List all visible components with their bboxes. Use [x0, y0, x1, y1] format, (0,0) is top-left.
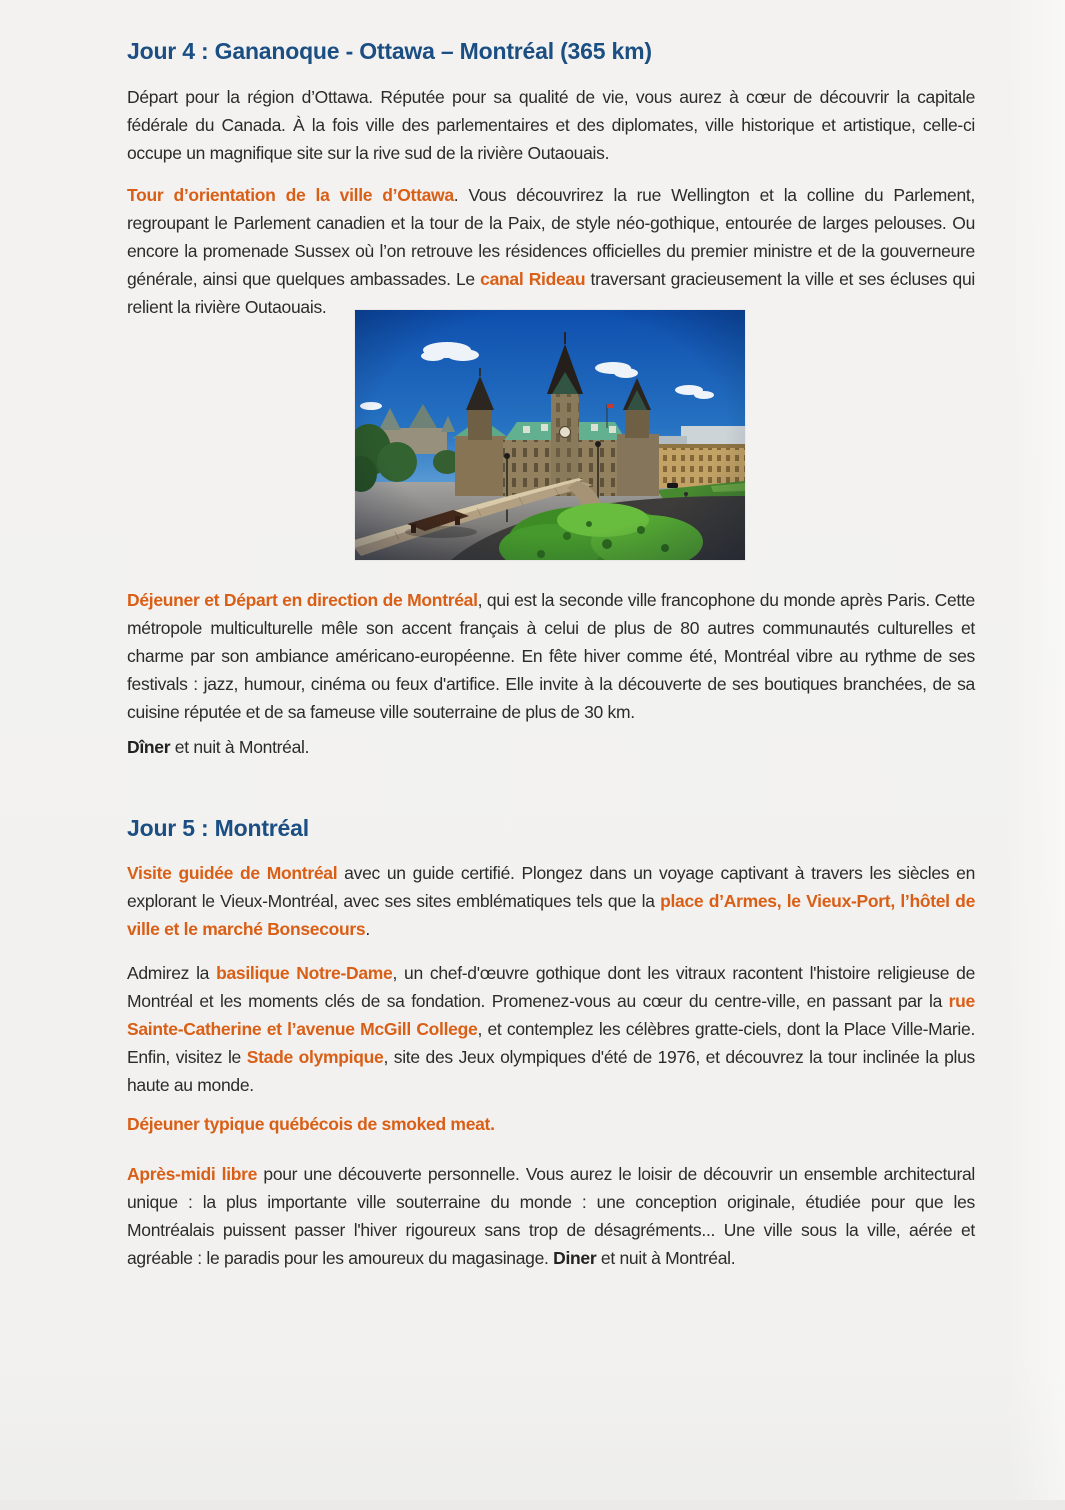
- day5-lunch-line: Déjeuner typique québécois de smoked meat.: [127, 1114, 495, 1134]
- day5-title: Jour 5 : Montréal: [127, 815, 309, 841]
- day4-tour-paragraph: Tour d’orientation de la ville d’Ottawa. Vous découvrirez la rue Wellington et la colline du Parlement, regroupant le Parlement canadien et la tour de la Paix, de style néo-gothique, entourée de larges pelouses. Ou encore la promenade Sussex où l’on retrouve les résidences officielles du premier ministre et de la gouverneure générale, ainsi que quelques ambassades. Le canal Rideau traversant gracieusement la ville et ses écluses qui relient la rivière Outaouais.: [127, 185, 975, 317]
- day4-intro-paragraph: Départ pour la région d’Ottawa. Réputée pour sa qualité de vie, vous aurez à cœur de découvrir la capitale fédérale du Canada. À la fois ville des parlementaires et des diplomates, ville historique et artistique, celle-ci occupe un magnifique site sur la rive sud de la rivière Outaouais.: [127, 87, 975, 163]
- day4-lunch-paragraph: Déjeuner et Départ en direction de Montréal, qui est la seconde ville francophone du monde après Paris. Cette métropole multiculturelle mêle son accent français à celui de plus de 80 autres communautés culturelles et charme par son ambiance américano-européenne. En fête hiver comme été, Montréal vibre au rythme de ses festivals : jazz, humour, cinéma ou feux d'artifice. Elle invite à la découverte de ses boutiques branchées, de sa cuisine réputée et de sa fameuse ville souterraine de plus de 30 km.: [127, 590, 975, 722]
- day4-dinner-line: Dîner et nuit à Montréal.: [127, 737, 310, 757]
- day5-sights-paragraph: Admirez la basilique Notre-Dame, un chef-d'œuvre gothique dont les vitraux racontent l'histoire religieuse de Montréal et les moments clés de sa fondation. Promenez-vous au cœur du centre-ville, en passant par la rue Sainte-Catherine et l’avenue McGill College, et contemplez les célèbres gratte-ciels, dont la Place Ville-Marie. Enfin, visitez le Stade olympique, site des Jeux olympiques d'été de 1976, et découvrez la tour inclinée la plus haute au monde.: [127, 963, 976, 1095]
- ottawa-parliament-photo: [355, 310, 745, 560]
- day5-afternoon-paragraph: Après-midi libre pour une découverte personnelle. Vous aurez le loisir de découvrir un ensemble architectural unique : la plus importante ville souterraine du monde : une conception originale, étudiée pour que les Montréalais puissent passer l'hiver rigoureux sans trop de désagréments... Une ville sous la ville, aérée et agréable : le paradis pour les amoureux du magasinage. Diner et nuit à Montréal.: [127, 1164, 975, 1268]
- scan-edge-highlight: [1007, 0, 1065, 1510]
- ottawa-parliament-illustration: [355, 310, 745, 560]
- page-edge-shadow: [0, 1500, 1065, 1510]
- day4-title: Jour 4 : Gananoque - Ottawa – Montréal (365 km): [127, 38, 652, 64]
- day5-visit-paragraph: Visite guidée de Montréal avec un guide certifié. Plongez dans un voyage captivant à travers les siècles en explorant le Vieux-Montréal, avec ses sites emblématiques tels que la place d’Armes, le Vieux-Port, l’hôtel de ville et le marché Bonsecours.: [127, 863, 976, 939]
